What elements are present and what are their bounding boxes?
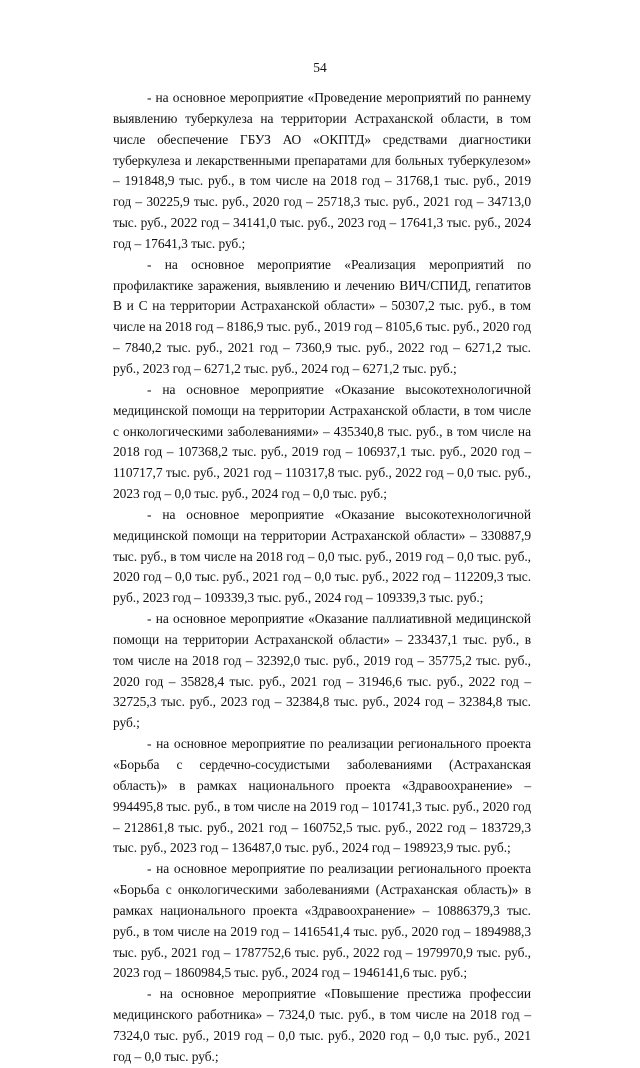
paragraph-oncology-project: - на основное мероприятие по реализации регионального проекта «Борьба с онкологическими заболеваниями (Астраханская область)» в рамках национального проекта «Здравоохранение» – 10886379,3 тыс. руб., в том числе на 2019 год – 1416541,4 тыс. руб., 2020 год – 1894988,3 тыс. руб., 2021 год – 1787752,6 тыс. руб., 2022 год – 1979970,9 тыс. руб., 2023 год – 1860984,5 тыс. руб., 2024 год – 1946141,6 тыс. руб.; [113, 861, 531, 981]
paragraph-high-tech-care: - на основное мероприятие «Оказание высокотехнологичной медицинской помощи на территории Астраханской области» – 330887,9 тыс. руб., в том числе на 2018 год – 0,0 тыс. руб., 2019 год – 0,0 тыс. руб., 2020 год – 0,0 тыс. руб., 2021 год – 0,0 тыс. руб., 2022 год – 112209,3 тыс. руб., 2023 год – 109339,3 тыс. руб., 2024 год – 109339,3 тыс. руб.; [113, 506, 531, 606]
document-body [113, 88, 531, 1068]
paragraph-hiv-hepatitis: - на основное мероприятие «Реализация мероприятий по профилактике заражения, выявлению и лечению ВИЧ/СПИД, гепатитов В и С на территории Астраханской области» – 50307,2 тыс. руб., в том числе на 2018 год – 8186,9 тыс. руб., 2019 год – 8105,6 тыс. руб., 2020 год – 7840,2 тыс. руб., 2021 год – 7360,9 тыс. руб., 2022 год – 6271,2 тыс. руб., 2023 год – 6271,2 тыс. руб., 2024 год – 6271,2 тыс. руб.; [113, 256, 531, 376]
paragraph-cardiovascular-project: - на основное мероприятие по реализации регионального проекта «Борьба с сердечно-сосудистыми заболеваниями (Астраханская область)» в рамках национального проекта «Здравоохранение» – 994495,8 тыс. руб., в том числе на 2019 год – 101741,3 тыс. руб., 2020 год – 212861,8 тыс. руб., 2021 год – 160752,5 тыс. руб., 2022 год – 183729,3 тыс. руб., 2023 год – 136487,0 тыс. руб., 2024 год – 198923,9 тыс. руб.; [113, 736, 531, 856]
paragraph-medical-prestige: - на основное мероприятие «Повышение престижа профессии медицинского работника» – 7324,0 тыс. руб., в том числе на 2018 год – 7324,0 тыс. руб., 2019 год – 0,0 тыс. руб., 2020 год – 0,0 тыс. руб., 2021 год – 0,0 тыс. руб.; [113, 986, 531, 1064]
paragraph-palliative-care: - на основное мероприятие «Оказание паллиативной медицинской помощи на территории Астраханской области» – 233437,1 тыс. руб., в том числе на 2018 год – 32392,0 тыс. руб., 2019 год – 35775,2 тыс. руб., 2020 год – 35828,4 тыс. руб., 2021 год – 31946,6 тыс. руб., 2022 год – 32725,3 тыс. руб., 2023 год – 32384,8 тыс. руб., 2024 год – 32384,8 тыс. руб.; [113, 611, 531, 731]
page-number: 54 [313, 60, 327, 75]
paragraph-high-tech-care-oncology: - на основное мероприятие «Оказание высокотехнологичной медицинской помощи на территории Астраханской области, в том числе с онкологическими заболеваниями» – 435340,8 тыс. руб., в том числе на 2018 год – 107368,2 тыс. руб., 2019 год – 106937,1 тыс. руб., 2020 год – 110717,7 тыс. руб., 2021 год – 110317,8 тыс. руб., 2022 год – 0,0 тыс. руб., 2023 год – 0,0 тыс. руб., 2024 год – 0,0 тыс. руб.; [113, 381, 531, 502]
paragraph-tuberculosis: - на основное мероприятие «Проведение мероприятий по раннему выявлению туберкулеза на территории Астраханской области, в том числе обеспечение ГБУЗ АО «ОКПТД» средствами диагностики туберкулеза и лекарственными препаратами для больных туберкулезом» – 191848,9 тыс. руб., в том числе на 2018 год – 31768,1 тыс. руб., 2019 год – 30225,9 тыс. руб., 2020 год – 25718,3 тыс. руб., 2021 год – 34713,0 тыс. руб., 2022 год – 34141,0 тыс. руб., 2023 год – 17641,3 тыс. руб., 2024 год – 17641,3 тыс. руб.; [113, 90, 531, 251]
